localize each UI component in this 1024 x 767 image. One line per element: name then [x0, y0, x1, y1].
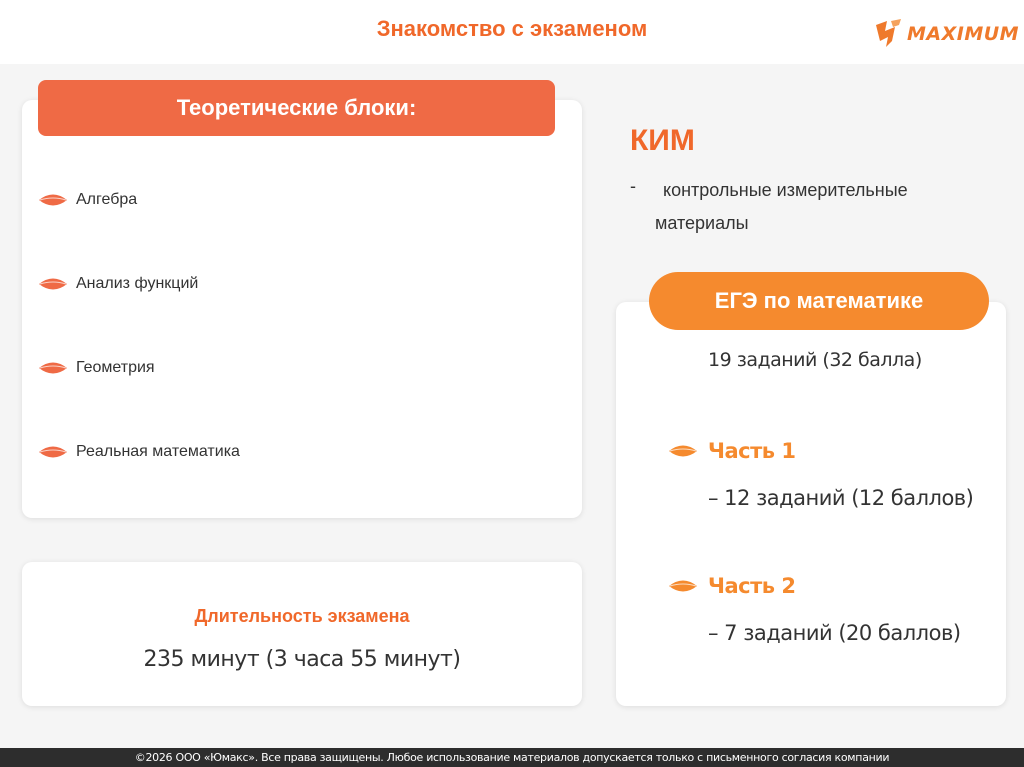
task-count: 19 заданий (32 балла) — [708, 349, 922, 371]
kim-description: контрольные измерительные материалы — [655, 180, 908, 233]
topic-algebra — [38, 191, 137, 209]
topic-real-math — [38, 443, 240, 461]
duration-card — [22, 562, 582, 706]
maximum-logo-icon — [873, 17, 905, 51]
topic-label: Алгебра — [76, 191, 138, 208]
header-bar — [0, 0, 1024, 64]
copyright-footer: ©2026 ООО «Юмакс». Все права защищены. Любое использование материалов допускается только с письменного согласия компании — [0, 748, 1024, 767]
part-label: Часть 2 — [708, 574, 796, 598]
topic-label: Геометрия — [76, 359, 155, 376]
topic-label: Анализ функций — [76, 275, 199, 292]
exam-title: ЕГЭ по математике — [649, 272, 989, 330]
theory-title: Теоретические блоки: — [38, 80, 555, 136]
leaf-bullet-icon — [668, 579, 698, 593]
part-2 — [668, 574, 795, 598]
part-2-detail: – 7 заданий (20 баллов) — [708, 621, 961, 645]
kim-dash: - — [630, 176, 636, 196]
leaf-bullet-icon — [668, 444, 698, 458]
leaf-bullet-icon — [38, 361, 68, 375]
kim-title: КИМ — [630, 124, 695, 157]
topic-function-analysis — [38, 275, 198, 293]
topic-geometry — [38, 359, 155, 377]
part-1 — [668, 439, 795, 463]
part-label: Часть 1 — [708, 439, 796, 463]
duration-value: 235 минут (3 часа 55 минут) — [143, 647, 461, 672]
leaf-bullet-icon — [38, 445, 68, 459]
duration-title: Длительность экзамена — [194, 606, 410, 626]
topic-label: Реальная математика — [76, 443, 240, 460]
leaf-bullet-icon — [38, 277, 68, 291]
leaf-bullet-icon — [38, 193, 68, 207]
part-1-detail: – 12 заданий (12 баллов) — [708, 486, 974, 510]
page-title: Знакомство с экзаменом — [376, 16, 648, 41]
logo-text: MAXIMUM — [907, 23, 1020, 45]
maximum-logo — [873, 16, 1019, 52]
